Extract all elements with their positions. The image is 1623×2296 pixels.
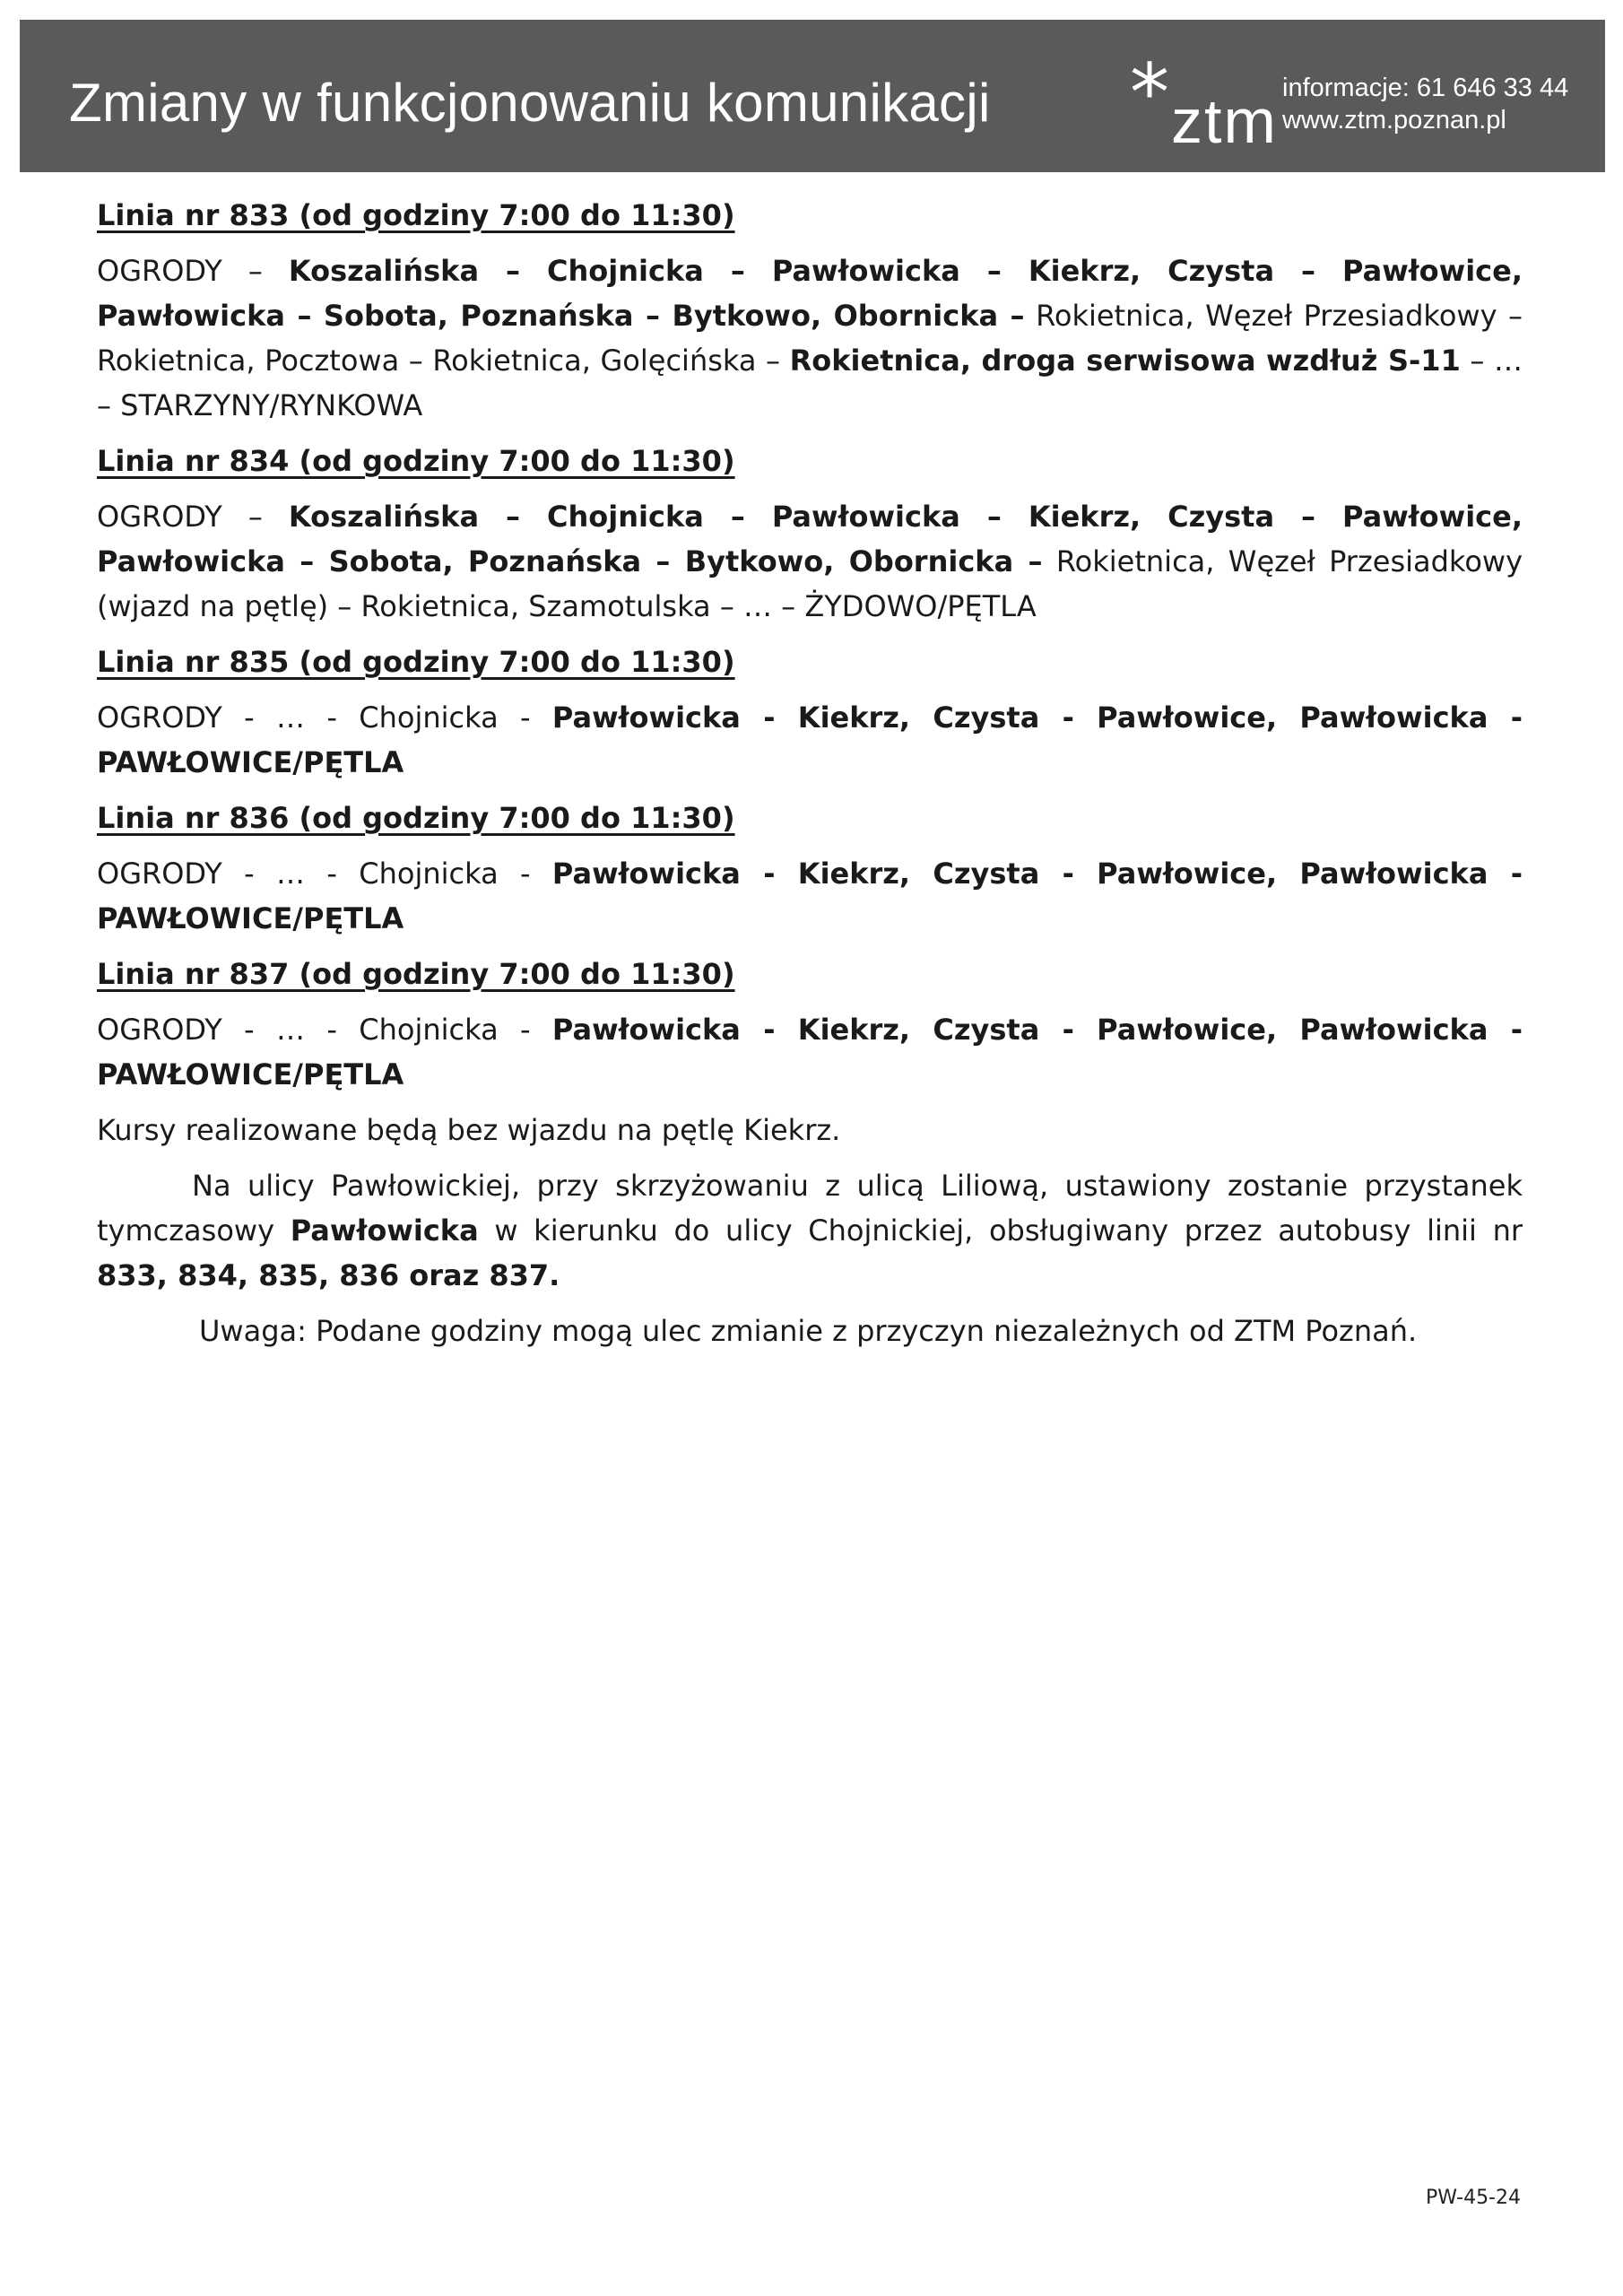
- route-segment-bold: Pawłowicka - Kiekrz, Czysta - Pawłowice, Pawłowicka - PAWŁOWICE/PĘTLA: [97, 857, 1523, 935]
- route-segment-bold: Koszalińska – Chojnicka – Pawłowicka – Kiekrz, Czysta – Pawłowice, Pawłowicka – Sobota, Poznańska – Bytkowo, Obornicka –: [97, 254, 1523, 333]
- route-segment: Rokietnica, Węzeł Przesiadkowy – Rokietnica, Pocztowa – Rokietnica, Golęcińska –: [97, 299, 1523, 378]
- route-segment: – … – STARZYNY/RYNKOWA: [97, 344, 1523, 422]
- contact-phone: informacje: 61 646 33 44: [1282, 74, 1569, 102]
- line-list: [97, 193, 1523, 1097]
- line-route: [97, 1007, 1523, 1097]
- loop-info: Kursy realizowane będą bez wjazdu na pętlę Kiekrz.: [97, 1113, 841, 1147]
- route-segment: Rokietnica, Węzeł Przesiadkowy (wjazd na pętlę) – Rokietnica, Szamotulska – … – ŻYDOWO/PĘTLA: [97, 544, 1523, 623]
- disclaimer-note: Uwaga: Podane godziny mogą ulec zmianie z przyczyn niezależnych od ZTM Poznań.: [199, 1314, 1418, 1348]
- contact-website[interactable]: www.ztm.poznan.pl: [1282, 106, 1506, 135]
- stop-text-part1: Na ulicy Pawłowickiej, przy skrzyżowaniu z ulicą Liliową, ustawiony zostanie przystanek tymczasowy: [97, 1169, 1523, 1248]
- route-segment-bold: Koszalińska – Chojnicka – Pawłowicka – Kiekrz, Czysta – Pawłowice, Pawłowicka – Sobota, Poznańska – Bytkowo, Obornicka –: [97, 500, 1523, 578]
- line-route: [97, 494, 1523, 629]
- temporary-stop-paragraph: [97, 1163, 1523, 1298]
- line-heading: Linia nr 833 (od godziny 7:00 do 11:30): [97, 198, 735, 232]
- bus-lines-list: 833, 834, 835, 836 oraz 837.: [97, 1258, 560, 1292]
- route-segment: OGRODY –: [97, 500, 289, 534]
- line-heading: Linia nr 837 (od godziny 7:00 do 11:30): [97, 957, 735, 991]
- route-segment: OGRODY - … - Chojnicka -: [97, 1013, 552, 1047]
- route-segment: OGRODY - … - Chojnicka -: [97, 857, 552, 891]
- route-segment-bold: Pawłowicka - Kiekrz, Czysta - Pawłowice, Pawłowicka - PAWŁOWICE/PĘTLA: [97, 700, 1523, 779]
- line-heading: Linia nr 835 (od godziny 7:00 do 11:30): [97, 645, 735, 679]
- stop-name: Pawłowicka: [290, 1213, 479, 1248]
- document-code: PW-45-24: [1426, 2187, 1521, 2209]
- line-route: [97, 695, 1523, 785]
- line-heading: Linia nr 834 (od godziny 7:00 do 11:30): [97, 444, 735, 478]
- route-segment-bold: Pawłowicka - Kiekrz, Czysta - Pawłowice, Pawłowicka - PAWŁOWICE/PĘTLA: [97, 1013, 1523, 1091]
- ztm-logo: [1130, 47, 1278, 156]
- asterisk-icon: *: [1130, 47, 1169, 139]
- logo-text: ztm: [1171, 86, 1278, 156]
- contact-info: [1282, 72, 1568, 136]
- line-route: [97, 248, 1523, 428]
- route-segment: OGRODY - … - Chojnicka -: [97, 700, 552, 735]
- page-title: Zmiany w funkcjonowaniu komunikacji: [69, 73, 991, 133]
- stop-text-part2: w kierunku do ulicy Chojnickiej, obsługiwany przez autobusy linii nr: [478, 1213, 1523, 1248]
- document-body: [97, 188, 1523, 1353]
- route-segment-bold: Rokietnica, droga serwisowa wzdłuż S-11: [789, 344, 1461, 378]
- line-route: [97, 851, 1523, 941]
- route-segment: OGRODY –: [97, 254, 289, 288]
- line-heading: Linia nr 836 (od godziny 7:00 do 11:30): [97, 801, 735, 835]
- header-banner: [20, 20, 1605, 172]
